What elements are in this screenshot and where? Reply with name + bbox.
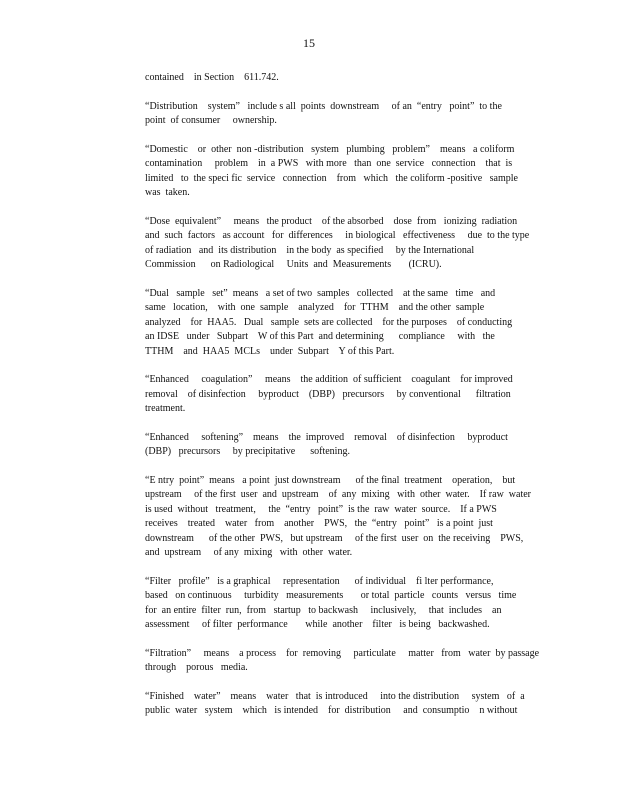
text-line: through porous media.	[145, 662, 248, 673]
text-line: assessment of filter performance while another filter is being backwashed.	[145, 619, 490, 630]
text-line: “Distribution system” include s all points downstream of an “entry point” to the	[145, 100, 502, 112]
text-line: analyzed for HAA5. Dual sample sets are collected for the purposes of conducting	[145, 316, 513, 328]
text-line: (DBP) precursors by precipitative softening.	[145, 446, 350, 457]
definition-paragraph	[145, 431, 550, 460]
definition-paragraph	[145, 647, 550, 676]
text-line: of radiation and its distribution in the body as specified by the International	[145, 244, 475, 256]
text-line: “Finished water” means water that is introduced into the distribution system of a	[145, 690, 525, 702]
page-body	[145, 71, 550, 733]
text-line: and upstream of any mixing with other water.	[145, 547, 353, 558]
definition-paragraph	[145, 215, 550, 273]
definition-paragraph	[145, 690, 550, 719]
text-line: for an entire filter run, from startup to backwash inclusively, that includes an	[145, 604, 502, 616]
text-line: “E ntry point” means a point just downstream of the final treatment operation, but	[145, 474, 516, 486]
definition-paragraph	[145, 71, 550, 86]
text-line: based on continuous turbidity measurements or total particle counts versus time	[145, 590, 517, 601]
definition-paragraph	[145, 100, 550, 129]
text-line: “Domestic or other non -distribution system plumbing problem” means a coliform	[145, 143, 515, 155]
text-line: TTHM and HAA5 MCLs under Subpart Y of this Part.	[145, 345, 395, 357]
definition-paragraph	[145, 373, 550, 417]
definition-paragraph	[145, 575, 550, 633]
text-line: “Filter profile” is a graphical representation of individual fi lter performance,	[145, 575, 494, 587]
text-line: was taken.	[145, 187, 190, 198]
text-line: receives treated water from another PWS, the “entry point” is a point just	[145, 518, 493, 529]
text-line: and such factors as account for differences in biological effectiveness due to the type	[145, 230, 530, 241]
text-line: point of consumer ownership.	[145, 115, 277, 126]
text-line: upstream of the first user and upstream of any mixing with other water. If raw water	[145, 489, 532, 500]
text-line: public water system which is intended for distribution and consumptio n without	[145, 705, 518, 716]
text-line: Commission on Radiological Units and Measurements (ICRU).	[145, 259, 442, 270]
text-line: same location, with one sample analyzed for TTHM and the other sample	[145, 302, 485, 313]
text-line: “Filtration” means a process for removing particulate matter from water by passage	[145, 647, 540, 659]
text-line: “Enhanced softening” means the improved removal of disinfection byproduct	[145, 431, 508, 443]
text-line: contained in Section 611.742.	[145, 72, 279, 83]
text-line: removal of disinfection byproduct (DBP) precursors by conventional filtration	[145, 388, 511, 400]
text-line: “Enhanced coagulation” means the addition of sufficient coagulant for improved	[145, 374, 513, 385]
text-line: is used without treatment, the “entry point” is the raw water source. If a PWS	[145, 503, 497, 515]
page-number: 15	[303, 36, 315, 50]
text-line: downstream of the other PWS, but upstream of the first user on the receiving PWS,	[145, 532, 524, 544]
definition-paragraph	[145, 143, 550, 201]
text-line: limited to the speci fic service connection from which the coliform -positive sample	[145, 172, 518, 184]
text-line: an IDSE under Subpart W of this Part and determining compliance with the	[145, 331, 495, 342]
text-line: “Dose equivalent” means the product of the absorbed dose from ionizing radiation	[145, 215, 518, 227]
definition-paragraph	[145, 287, 550, 360]
text-line: contamination problem in a PWS with more than one service connection that is	[145, 158, 513, 169]
text-line: treatment.	[145, 403, 186, 414]
definition-paragraph	[145, 474, 550, 561]
text-line: “Dual sample set” means a set of two samples collected at the same time and	[145, 287, 496, 299]
